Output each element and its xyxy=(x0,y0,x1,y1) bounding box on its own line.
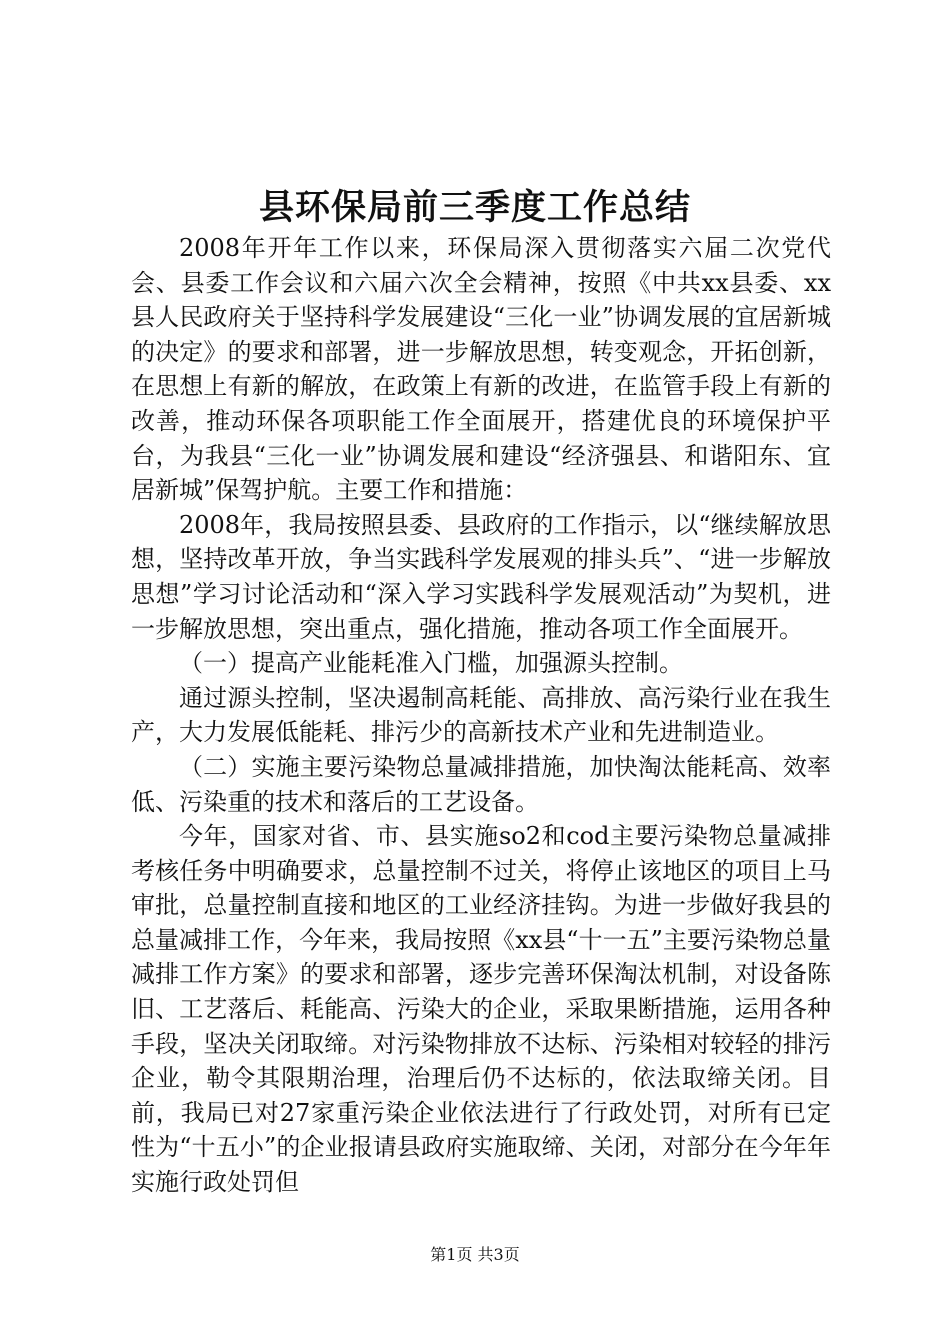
body-paragraph: 通过源头控制，坚决遏制高耗能、高排放、高污染行业在我生产，大力发展低能耗、排污少的高新技术产业和先进制造业。 xyxy=(131,683,831,747)
page-number-footer: 第1页 共3页 xyxy=(430,1245,520,1264)
document-title: 县环保局前三季度工作总结 xyxy=(258,187,691,228)
section-heading: （二）实施主要污染物总量减排措施，加快淘汰能耗高、效率低、污染重的技术和落后的工艺设备。 xyxy=(131,752,831,816)
section-heading: （一）提高产业能耗准入门槛，加强源头控制。 xyxy=(179,649,683,678)
document-body xyxy=(131,231,831,1200)
body-paragraph: 2008年，我局按照县委、县政府的工作指示，以“继续解放思想，坚持改革开放，争当实践科学发展观的排头兵”、“进一步解放思想”学习讨论活动和“深入学习实践科学发展观活动”为契机，进一步解放思想，突出重点，强化措施，推动各项工作全面展开。 xyxy=(131,510,831,643)
body-paragraph: 2008年开年工作以来，环保局深入贯彻落实六届二次党代会、县委工作会议和六届六次全会精神，按照《中共xx县委、xx县人民政府关于坚持科学发展建设“三化一业”协调发展的宜居新城的决定》的要求和部署，进一步解放思想，转变观念，开拓创新，在思想上有新的解放，在政策上有新的改进，在监管手段上有新的改善，推动环保各项职能工作全面展开，搭建优良的环境保护平台，为我县“三化一业”协调发展和建设“经济强县、和谐阳东、宜居新城”保驾护航。主要工作和措施： xyxy=(131,234,831,505)
body-paragraph: 今年，国家对省、市、县实施so2和cod主要污染物总量减排考核任务中明确要求，总量控制不过关，将停止该地区的项目上马审批，总量控制直接和地区的工业经济挂钩。为进一步做好我县的总量减排工作，今年来，我局按照《xx县“十一五”主要污染物总量减排工作方案》的要求和部署，逐步完善环保淘汰机制，对设备陈旧、工艺落后、耗能高、污染大的企业，采取果断措施，运用各种手段，坚决关闭取缔。对污染物排放不达标、污染相对较轻的排污企业，勒令其限期治理，治理后仍不达标的，依法取缔关闭。目前，我局已对27家重污染企业依法进行了行政处罚，对所有已定性为“十五小”的企业报请县政府实施取缔、关闭，对部分在今年年实施行政处罚但 xyxy=(131,822,831,1197)
